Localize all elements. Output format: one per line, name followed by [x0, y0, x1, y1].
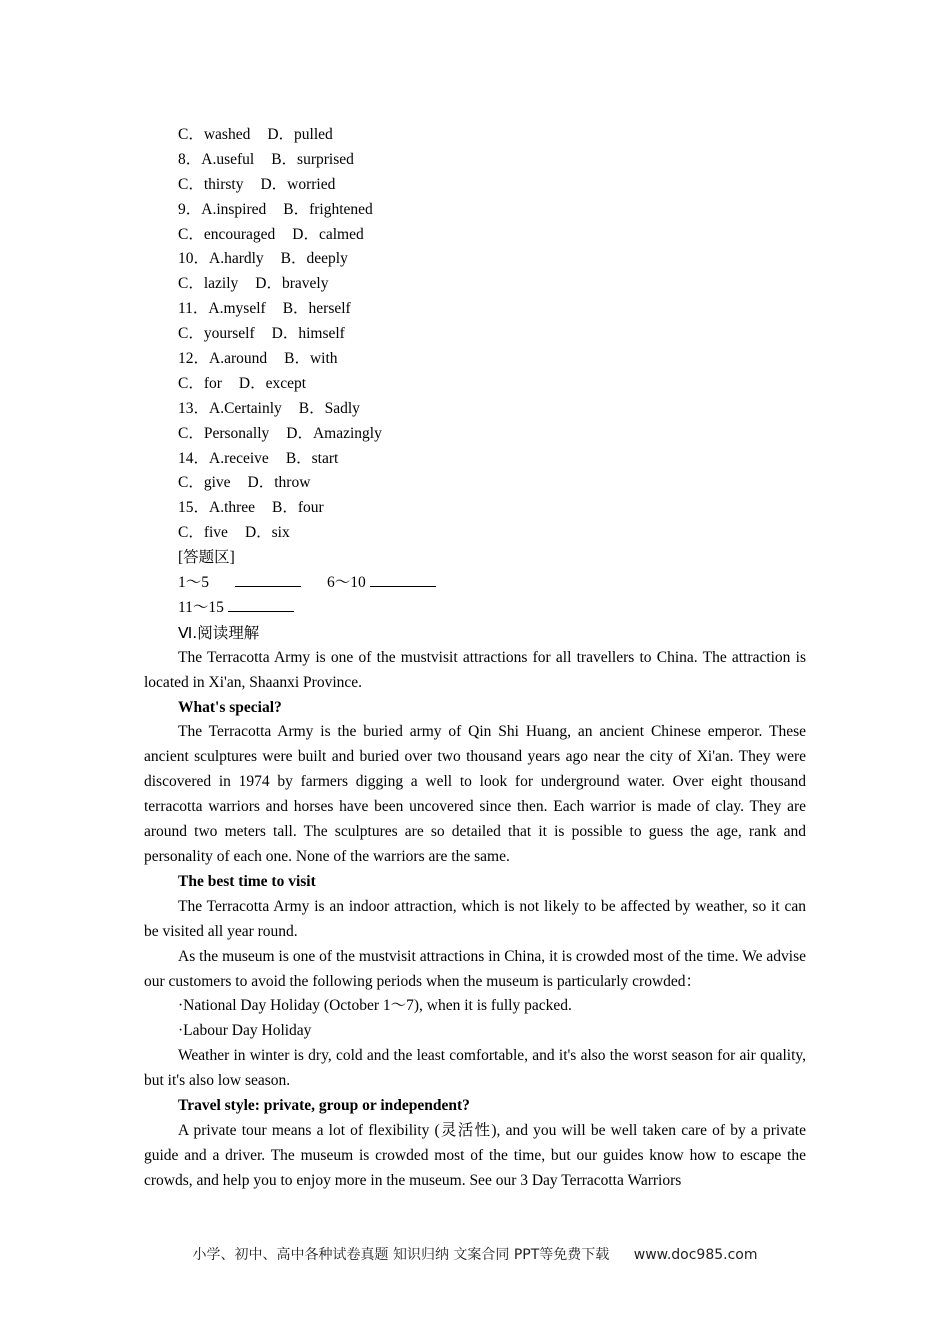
option-b: D．pulled [267, 126, 333, 143]
option-a: 13．A.Certainly [178, 399, 282, 417]
option-line [144, 372, 806, 397]
option-line [144, 471, 806, 496]
option-line [144, 223, 806, 248]
heading-whats-special: What's special? [178, 698, 282, 716]
paragraph-1: The Terracotta Army is the buried army of Qin Shi Huang, an ancient Chinese emperor. These ancient sculptures were built and buried over two thousand years ago near the city of Xi'an. They were discovered in 1974 by farmers digging a well to look for underground water. Over eight thousand terracotta warriors and horses have been uncovered since then. Each warrior is made of clay. They are around two meters tall. The sculptures are so detailed that it is possible to guess the age, rank and personality of each one. None of the warriors are the same. [144, 723, 806, 866]
option-line [144, 123, 806, 148]
intro-paragraph: The Terracotta Army is one of the mustvisit attractions for all travellers to China. The attraction is located in Xi'an, Shaanxi Province. [144, 648, 806, 691]
option-b: B．surprised [271, 150, 354, 168]
bullet-national-day: ·National Day Holiday (October 1～7), when it is fully packed. [178, 997, 572, 1015]
option-line [144, 422, 806, 447]
answer-blank-1[interactable] [235, 571, 301, 587]
option-b: D．bravely [255, 275, 329, 293]
option-line [144, 272, 806, 297]
options-list [144, 123, 806, 546]
option-b: D．six [244, 524, 290, 542]
option-b: D．himself [271, 325, 345, 343]
answer-blank-3[interactable] [228, 596, 294, 612]
option-a: C．give [178, 474, 231, 492]
option-a: C．yourself [178, 325, 255, 343]
option-a: C．Personally [178, 424, 270, 442]
option-a: 11．A.myself [178, 300, 266, 318]
option-line [144, 521, 806, 546]
option-line [144, 173, 806, 198]
option-line [144, 148, 806, 173]
option-b: B．start [285, 449, 339, 467]
bullet-labour-day: ·Labour Day Holiday [178, 1022, 312, 1040]
answer-blank-2[interactable] [370, 571, 436, 587]
footer-url[interactable]: www.doc985.com [633, 1247, 758, 1263]
option-a: C．encouraged [178, 225, 276, 243]
option-a: 12．A.around [178, 350, 268, 368]
paragraph-3: As the museum is one of the mustvisit attractions in China, it is crowded most of the time. We advise our customers to avoid the following periods when the museum is particularly crowded： [144, 947, 806, 990]
option-b: D．Amazingly [286, 424, 382, 442]
option-a: C．lazily [178, 275, 239, 293]
option-a: 8．A.useful [178, 150, 255, 168]
option-a: 10．A.hardly [178, 250, 264, 268]
option-b: B．Sadly [298, 399, 360, 417]
answer-row-2 [144, 596, 806, 621]
heading-travel-style: Travel style: private, group or independent? [178, 1097, 470, 1115]
option-line [144, 322, 806, 347]
option-a: C．thirsty [178, 175, 244, 193]
page-footer [0, 1244, 950, 1264]
answer-range-3: 11～15 [178, 598, 224, 616]
option-b: B．deeply [280, 250, 348, 268]
option-line [144, 496, 806, 521]
option-a: 15．A.three [178, 499, 256, 517]
option-b: B．herself [282, 300, 351, 318]
option-b: D．except [238, 374, 307, 392]
option-a: C．for [178, 374, 222, 392]
option-a: C．washed [178, 126, 251, 143]
footer-text: 小学、初中、高中各种试卷真题 知识归纳 文案合同 PPT等免费下载 [192, 1247, 610, 1263]
option-b: D．throw [247, 474, 311, 492]
option-b: B．with [284, 350, 338, 368]
answer-range-1: 1～5 [178, 574, 210, 592]
option-line [144, 198, 806, 223]
section-title: Ⅵ.阅读理解 [178, 623, 260, 642]
paragraph-2: The Terracotta Army is an indoor attraction, which is not likely to be affected by weather, so it can be visited all year round. [144, 897, 806, 940]
heading-best-time: The best time to visit [178, 872, 316, 890]
paragraph-5: A private tour means a lot of flexibility (灵活性), and you will be well taken care of by a private guide and a driver. The museum is crowded most of the time, but our guides know how to escape the crowds, and help you to enjoy more in the museum. See our 3 Day Terracotta Warriors [144, 1121, 806, 1189]
option-b: D．calmed [292, 225, 364, 243]
option-line [144, 447, 806, 472]
option-line [144, 347, 806, 372]
option-line [144, 247, 806, 272]
page-content [144, 123, 806, 1194]
option-line [144, 297, 806, 322]
option-a: 14．A.receive [178, 449, 269, 467]
option-a: 9．A.inspired [178, 200, 267, 218]
option-b: D．worried [260, 175, 336, 193]
option-b: B．four [272, 499, 324, 517]
answer-range-2: 6～10 [327, 574, 366, 592]
option-b: B．frightened [283, 200, 373, 218]
answer-row-1 [144, 571, 806, 596]
option-a: C．five [178, 524, 228, 542]
paragraph-4: Weather in winter is dry, cold and the least comfortable, and it's also the worst season for air quality, but it's also low season. [144, 1047, 806, 1090]
option-line [144, 397, 806, 422]
answer-area-label: [答题区] [178, 549, 235, 567]
